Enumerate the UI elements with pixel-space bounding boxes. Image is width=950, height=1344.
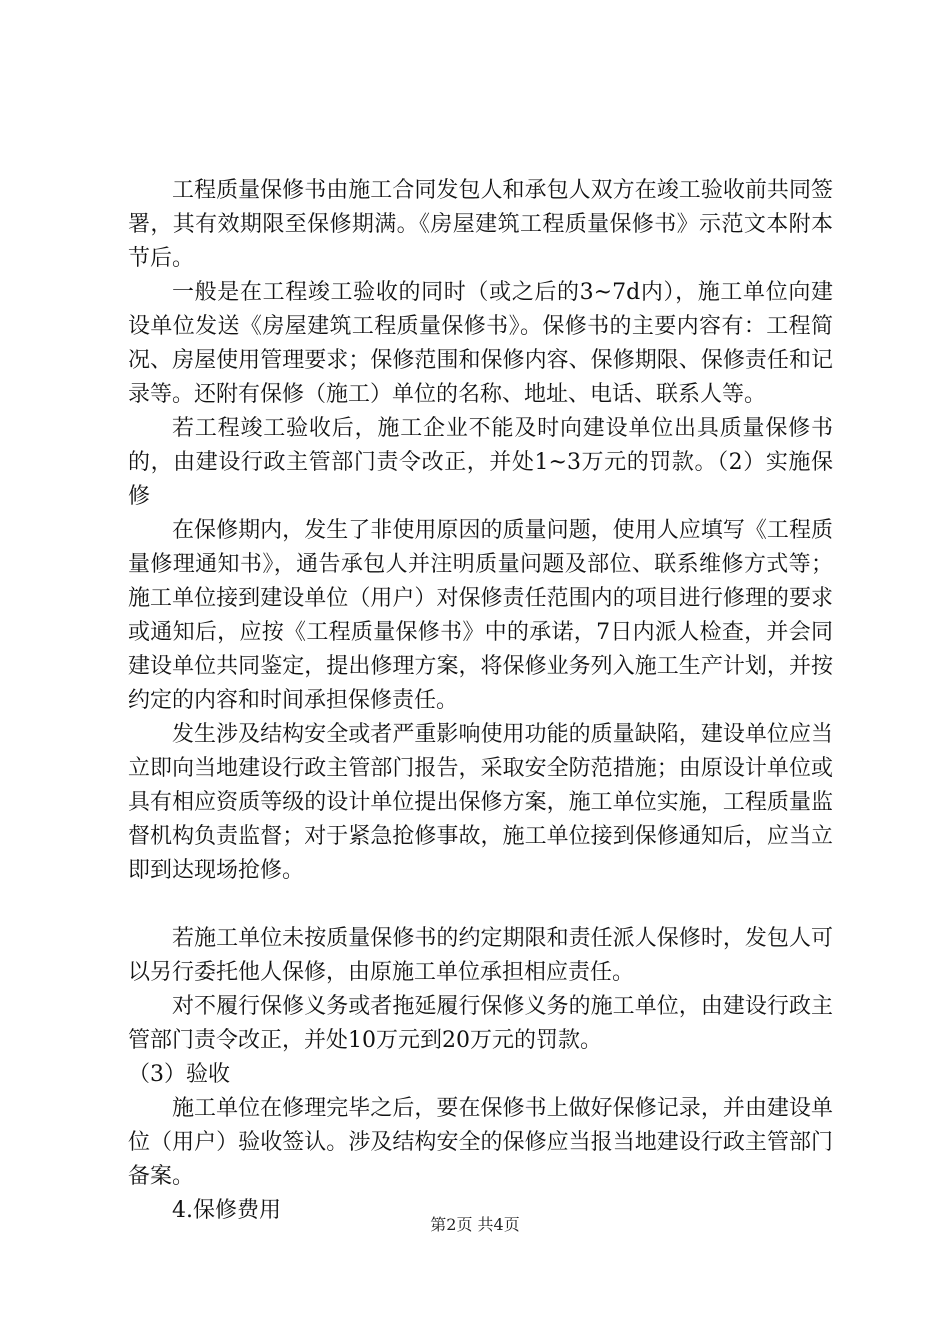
paragraph-penalty-late-issue: 若工程竣工验收后，施工企业不能及时向建设单位出具质量保修书的，由建设行政主管部门责令改正，并处1~3万元的罚款。（2）实施保修: [128, 416, 833, 509]
page-footer: 第2页 共4页: [430, 1215, 520, 1234]
paragraph-structural-defects: 发生涉及结构安全或者严重影响使用功能的质量缺陷，建设单位应当立即向当地建设行政主管部门报告，采取安全防范措施；由原设计单位或具有相应资质等级的设计单位提出保修方案，施工单位实施，工程质量监督机构负责监督；对于紧急抢修事故，施工单位接到保修通知后，应当立即到达现场抢修。: [128, 722, 833, 883]
paragraph-penalty-noncompliance: 对不履行保修义务或者拖延履行保修义务的施工单位，由建设行政主管部门责令改正，并处10万元到20万元的罚款。: [128, 994, 833, 1053]
paragraph-warranty-certificate: 工程质量保修书由施工合同发包人和承包人双方在竣工验收前共同签署，其有效期限至保修期满。《房屋建筑工程质量保修书》示范文本附本节后。: [128, 178, 833, 271]
paragraph-contractor-failure: 若施工单位未按质量保修书的约定期限和责任派人保修时，发包人可以另行委托他人保修，由原施工单位承担相应责任。: [128, 926, 833, 985]
section-heading-acceptance: （3）验收: [128, 1062, 230, 1087]
paragraph-acceptance: 施工单位在修理完毕之后，要在保修书上做好保修记录，并由建设单位（用户）验收签认。涉及结构安全的保修应当报当地建设行政主管部门备案。: [128, 1096, 833, 1189]
document-body: [128, 174, 833, 1228]
paragraph-spacer: [128, 888, 833, 922]
paragraph-certificate-contents: 一般是在工程竣工验收的同时（或之后的3~7d内），施工单位向建设单位发送《房屋建筑工程质量保修书》。保修书的主要内容有：工程简况、房屋使用管理要求；保修范围和保修内容、保修期限、保修责任和记录等。还附有保修（施工）单位的名称、地址、电话、联系人等。: [128, 280, 833, 407]
paragraph-warranty-period: 在保修期内，发生了非使用原因的质量问题，使用人应填写《工程质量修理通知书》，通告承包人并注明质量问题及部位、联系维修方式等；施工单位接到建设单位（用户）对保修责任范围内的项目进行修理的要求或通知后，应按《工程质量保修书》中的承诺，7日内派人检查，并会同建设单位共同鉴定，提出修理方案，将保修业务列入施工生产计划，并按约定的内容和时间承担保修责任。: [128, 518, 833, 713]
section-heading-warranty-cost: 4.保修费用: [172, 1198, 281, 1223]
